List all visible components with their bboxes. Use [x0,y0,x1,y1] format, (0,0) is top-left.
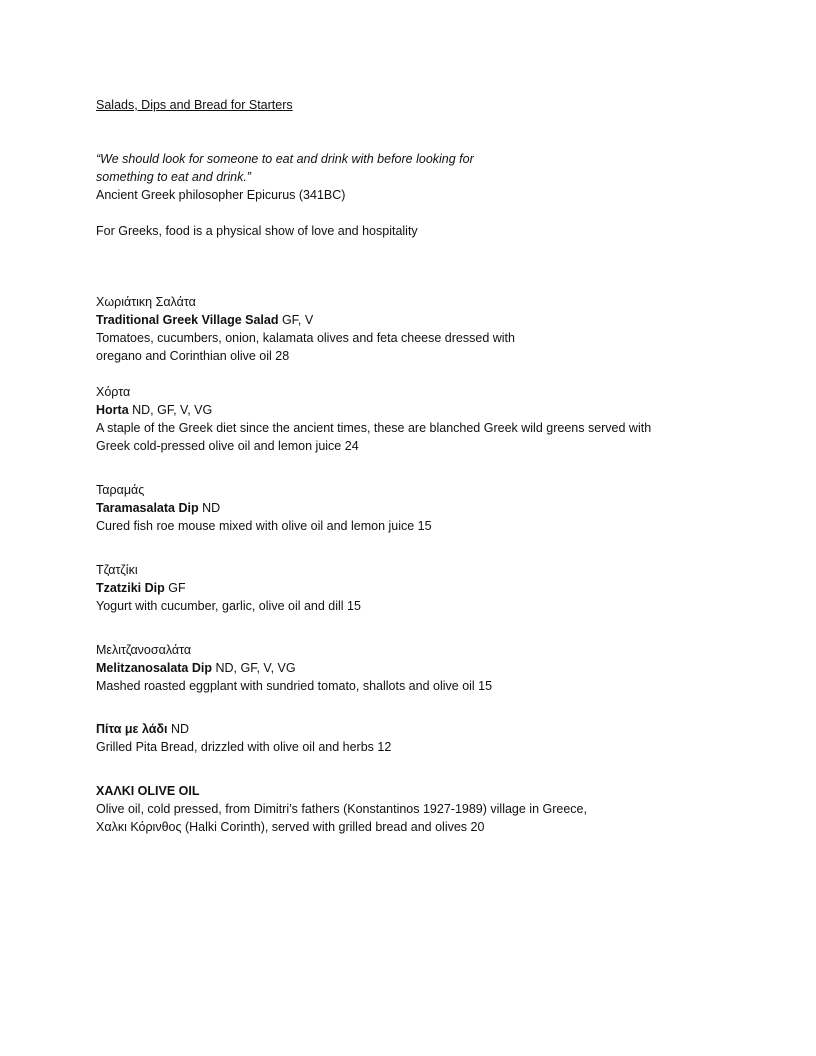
item-tags: ND, GF, V, VG [128,403,213,417]
item-greek-name: Τζατζίκι [96,563,138,577]
item-name: Πίτα με λάδι [96,722,168,736]
item-title-row [96,579,186,597]
item-description: Cured fish roe mouse mixed with olive oil and lemon juice 15 [96,519,432,533]
item-description: Yogurt with cucumber, garlic, olive oil and dill 15 [96,599,361,613]
item-name: Melitzanosalata Dip [96,661,212,675]
item-description: Grilled Pita Bread, drizzled with olive oil and herbs 12 [96,740,392,754]
item-title-row [96,720,189,738]
item-name: Tzatziki Dip [96,581,165,595]
intro-text: For Greeks, food is a physical show of love and hospitality [96,224,418,238]
item-title-row [96,499,220,517]
item-description: Χαλκι Κόρινθος (Halki Corinth), served with grilled bread and olives 20 [96,820,485,834]
item-description: oregano and Corinthian olive oil 28 [96,349,290,363]
item-title-row [96,311,313,329]
item-tags: ND [167,722,190,736]
item-greek-name: Μελιτζανοσαλάτα [96,643,192,657]
item-greek-name: Χωριάτικη Σαλάτα [96,295,196,309]
item-title-row [96,659,296,677]
section-heading: Salads, Dips and Bread for Starters [96,98,293,112]
item-tags: GF [164,581,186,595]
item-description: Tomatoes, cucumbers, onion, kalamata olives and feta cheese dressed with [96,331,515,345]
item-greek-name: Χόρτα [96,385,131,399]
item-tags: GF, V [278,313,314,327]
quote-line-2: something to eat and drink.” [96,170,251,184]
item-name: Horta [96,403,129,417]
item-name: Traditional Greek Village Salad [96,313,279,327]
quote-line-1: “We should look for someone to eat and drink with before looking for [96,152,474,166]
item-description: Mashed roasted eggplant with sundried tomato, shallots and olive oil 15 [96,679,493,693]
item-description: Olive oil, cold pressed, from Dimitri’s fathers (Konstantinos 1927-1989) village in Greece, [96,802,587,816]
item-title-row [96,401,212,419]
quote-attribution: Ancient Greek philosopher Epicurus (341BC) [96,188,346,202]
item-tags: ND, GF, V, VG [212,661,296,675]
item-name: Taramasalata Dip [96,501,199,515]
item-description: A staple of the Greek diet since the ancient times, these are blanched Greek wild greens served with [96,421,652,435]
item-name: ΧΑΛΚΙ OLIVE OIL [96,784,200,798]
item-tags: ND [198,501,221,515]
item-description: Greek cold-pressed olive oil and lemon juice 24 [96,439,359,453]
item-greek-name: Ταραμάς [96,483,145,497]
